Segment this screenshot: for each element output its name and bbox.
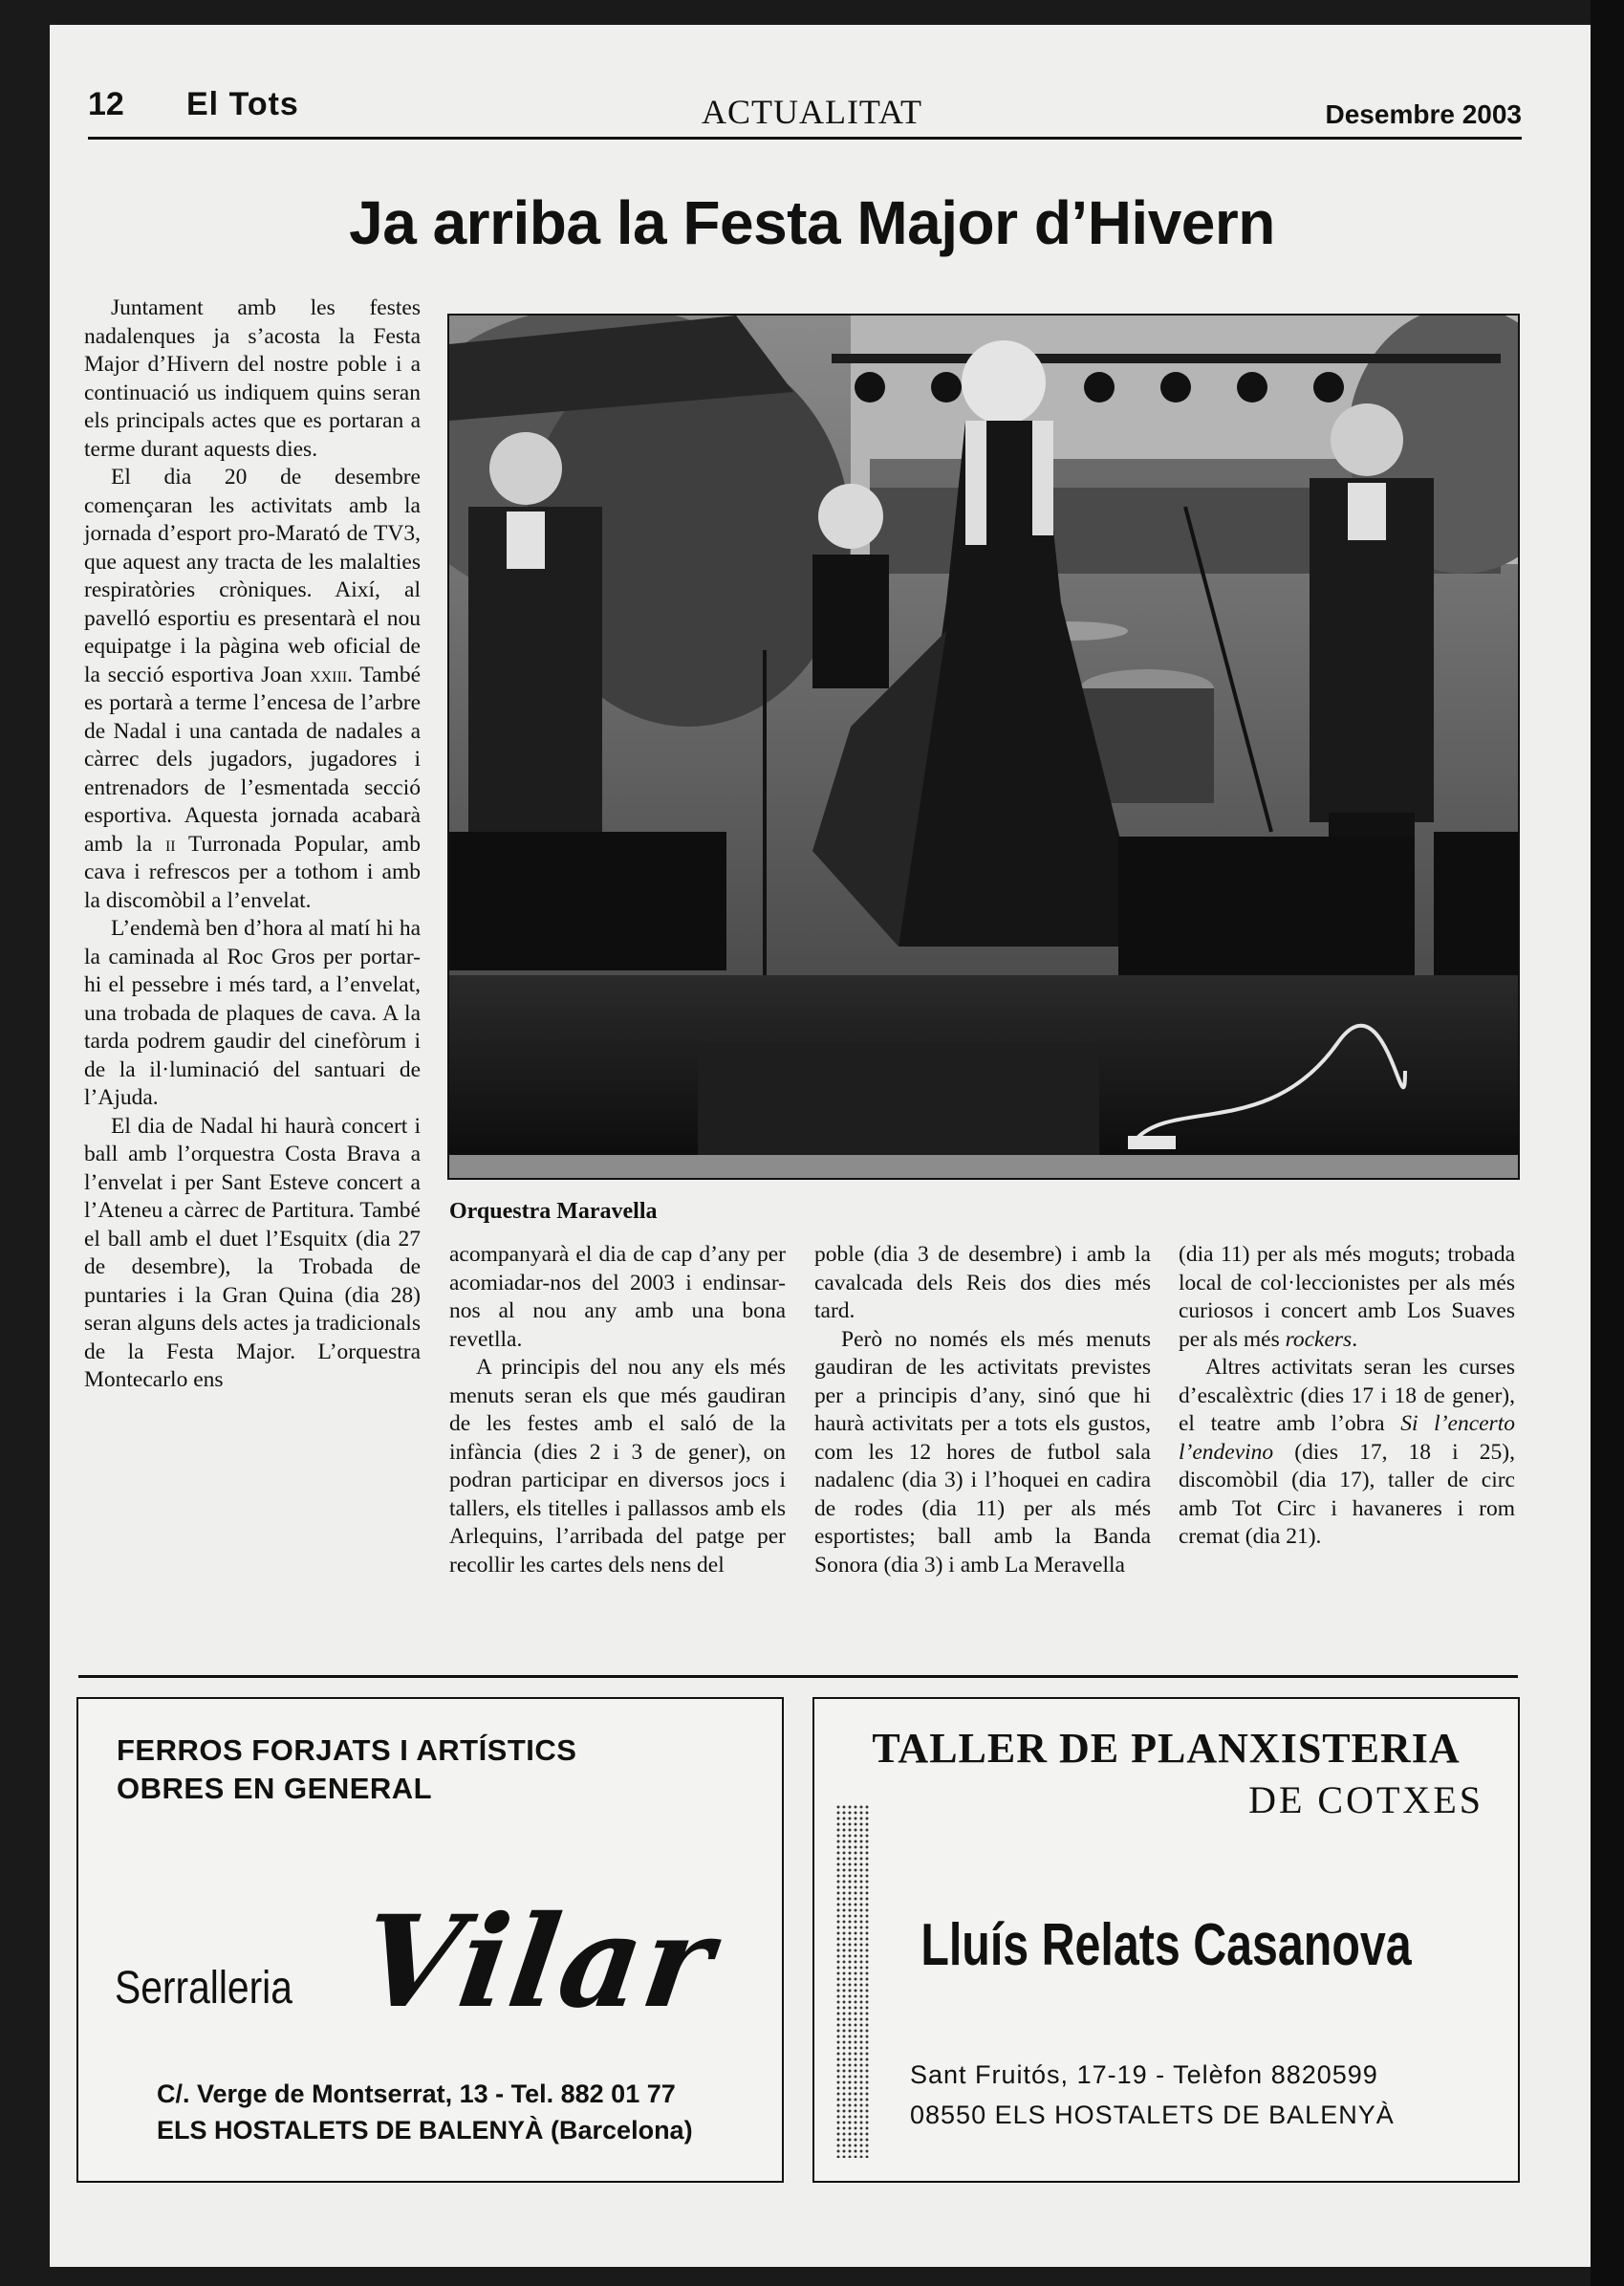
paragraph: poble (dia 3 de desembre) i amb la cavalcada dels Reis dos dies més tard. [814,1242,1151,1323]
photo-caption: Orquestra Maravella [449,1199,658,1224]
halftone-decoration [835,1804,870,2158]
scan-edge [1591,0,1624,2286]
paragraph: L’endemà ben d’hora al matí hi ha la caminada al Roc Gros per portar-hi el pessebre i més tard, a l’envelat, una trobada de plaques de cava. A la tarda podrem gaudir del cinefòrum i de la il·luminació del santuari de l’Ajuda. [84,916,421,1110]
business-owner-name: Lluís Relats Casanova [920,1912,1412,1978]
ad-address: 08550 ELS HOSTALETS DE BALENYÀ [910,2101,1395,2129]
concert-photo [447,314,1520,1180]
publication-name: El Tots [186,86,299,122]
article-headline: Ja arriba la Festa Major d’Hivern [349,188,1275,257]
article-column-2 [449,1241,786,1579]
page-number: 12 [88,86,124,122]
paragraph: (dia 11) per als més moguts; trobada local de col·leccionistes per als més curiosos i concert amb Los Suaves per als més rockers. [1179,1242,1515,1352]
header-rule [88,137,1522,140]
ad-separator-rule [78,1675,1518,1678]
paragraph: El dia 20 de desembre començaran les activitats amb la jornada d’esport pro-Marató de TV3, que aquest any tracta de les malalties respiratòries cròniques. Així, al pavelló esportiu es presentarà el nou equipatge i la pàgina web oficial de la secció esportiva Joan xxiii. També es portarà a terme l’encesa de l’arbre de Nadal i una cantada de nadales a càrrec dels jugadors, jugadores i entrenadors de l’esmentada secció esportiva. Aquesta jornada acabarà amb la ii Turronada Popular, amb cava i refrescos per a tothom i amb la discomòbil a l’envelat. [84,465,422,913]
article-column-3 [814,1241,1151,1579]
ad-address: ELS HOSTALETS DE BALENYÀ (Barcelona) [157,2116,693,2144]
paragraph: El dia de Nadal hi haurà concert i ball amb l’orquestra Costa Brava a l’envelat i per Sant Esteve concert a l’Ateneu a càrrec de Partitura. També el ball amb el duet l’Esquitx (dia 27 de desembre), la Trobada de puntaries i la Gran Quina (dia 28) seran alguns dels actes ja tradicionals de la Festa Major. L’orquestra Montecarlo ens [84,1113,421,1392]
paragraph: acompanyarà el dia de cap d’any per acomiadar-nos del 2003 i endinsar-nos al nou any amb una bona revetlla. [449,1242,786,1352]
ad-line: OBRES EN GENERAL [117,1772,433,1805]
ad-word: Serralleria [115,1963,292,2014]
ad-serralleria-vilar [76,1697,784,2183]
issue-date: Desembre 2003 [1325,99,1522,129]
ad-address: C/. Verge de Montserrat, 13 - Tel. 882 01 77 [157,2079,676,2108]
section-title: ACTUALITAT [701,93,923,131]
paragraph: Altres activitats seran les curses d’escalèxtric (dies 17 i 18 de gener), el teatre amb l’obra Si l’encerto l’endevino (dies 17, 18 i 25), discomòbil (dia 17), taller de circ amb Tot Circ i havaneres i rom cremat (dia 21). [1179,1355,1515,1549]
ad-line: FERROS FORJATS I ARTÍSTICS [117,1733,577,1767]
paragraph: Però no només els més menuts gaudiran de les activitats previstes per a principis d’any, sinó que hi haurà activitats per a tots els gustos, com les 12 hores de futbol sala nadalenc (dia 3) i l’hoquei en cadira de rodes (dia 11) per als més esportistes; ball amb la Banda Sonora (dia 3) i amb La Meravella [814,1326,1151,1578]
ad-title: TALLER DE PLANXISTERIA [872,1725,1461,1772]
paragraph: A principis del nou any els més menuts seran els que més gaudiran de les festes amb el saló de la infància (dies 2 i 3 de gener), on podran participar en diversos jocs i tallers, els titelles i pallassos amb els Arlequins, l’arribada del patge per recollir les cartes dels nens del [449,1355,786,1578]
brand-logo: Vilar [353,1888,724,2036]
article-column-1 [84,294,421,1395]
ad-address: Sant Fruitós, 17-19 - Telèfon 8820599 [910,2060,1378,2089]
ad-taller-planxisteria [812,1697,1520,2183]
paragraph: Juntament amb les festes nadalenques ja s’acosta la Festa Major d’Hivern del nostre poble i a continuació us indiquem quins seran els principals actes que es portaran a terme durant aquests dies. [84,295,421,462]
ad-subtitle: DE COTXES [1248,1778,1483,1821]
article-column-4 [1179,1241,1515,1552]
